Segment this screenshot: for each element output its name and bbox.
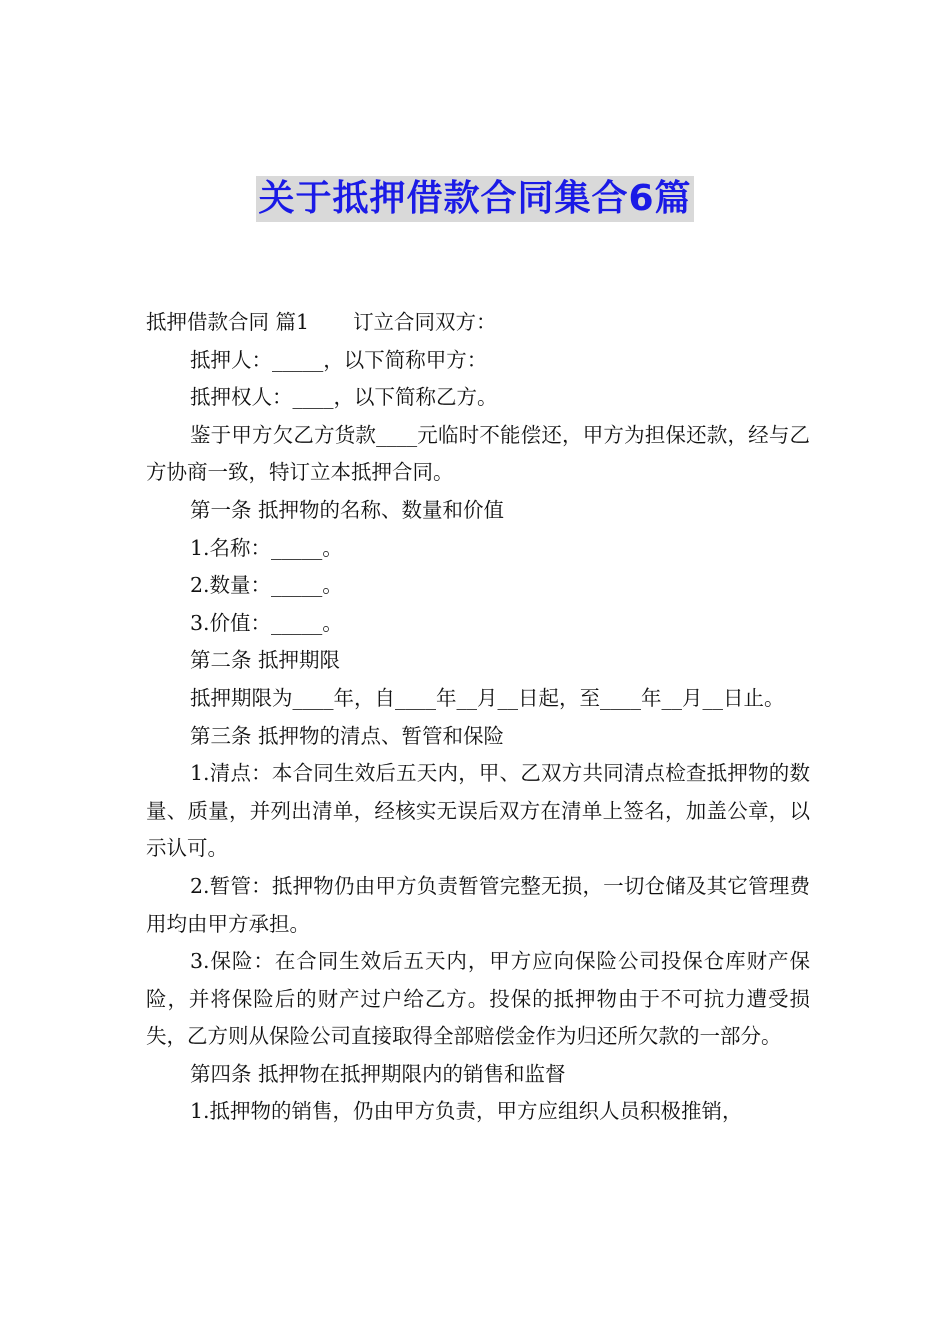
paragraph: 1.清点：本合同生效后五天内，甲、乙双方共同清点检查抵押物的数量、质量，并列出清单，经核实无误后双方在清单上签名，加盖公章，以示认可。 [146, 761, 810, 861]
paragraph: 抵押期限为____年，自____年__月__日起，至____年__月__日止。 [190, 685, 785, 710]
title-wrapper [0, 176, 950, 222]
document-title: 关于抵押借款合同集合6篇 [256, 176, 693, 222]
document-body [146, 304, 810, 1131]
paragraph: 3.价值：_____。 [190, 610, 343, 635]
paragraph: 1.抵押物的销售，仍由甲方负责，甲方应组织人员积极推销， [190, 1099, 743, 1124]
section-heading-text: 订立合同双方： [353, 310, 497, 334]
section-heading [146, 304, 810, 342]
section-heading-label: 抵押借款合同 篇1 [146, 310, 310, 334]
article-heading: 第四条 抵押物在抵押期限内的销售和监督 [190, 1061, 566, 1086]
paragraph: 鉴于甲方欠乙方货款____元临时不能偿还，甲方为担保还款，经与乙方协商一致，特订立本抵押合同。 [146, 422, 810, 485]
paragraph: 抵押人：_____，以下简称甲方： [190, 347, 488, 372]
article-heading: 第三条 抵押物的清点、暂管和保险 [190, 723, 505, 748]
paragraph: 3.保险：在合同生效后五天内，甲方应向保险公司投保仓库财产保险，并将保险后的财产过户给乙方。投保的抵押物由于不可抗力遭受损失，乙方则从保险公司直接取得全部赔偿金作为归还所欠款的一部分。 [146, 949, 810, 1049]
article-heading: 第一条 抵押物的名称、数量和价值 [190, 497, 505, 522]
paragraph: 2.暂管：抵押物仍由甲方负责暂管完整无损，一切仓储及其它管理费用均由甲方承担。 [146, 873, 810, 936]
paragraph: 抵押权人：____，以下简称乙方。 [190, 385, 498, 410]
paragraph: 2.数量：_____。 [190, 573, 343, 598]
article-heading: 第二条 抵押期限 [190, 648, 341, 673]
paragraph: 1.名称：_____。 [190, 535, 343, 560]
